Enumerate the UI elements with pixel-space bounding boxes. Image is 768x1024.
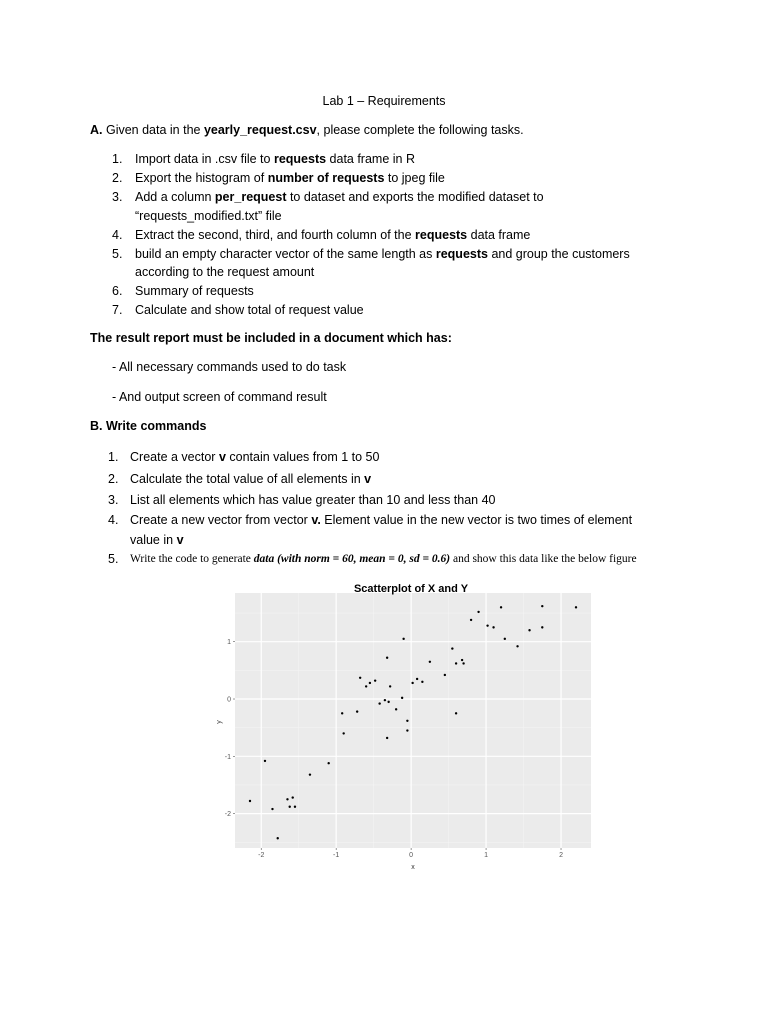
scatter-point xyxy=(461,659,463,661)
scatter-point xyxy=(406,720,408,722)
list-item: Add a column per_request to dataset and exports the modified dataset to xyxy=(135,190,544,204)
list-item-continuation: “requests_modified.txt” file xyxy=(135,209,282,223)
scatter-point xyxy=(374,679,376,681)
scatter-point xyxy=(477,611,479,613)
scatter-point xyxy=(378,702,380,704)
scatter-point xyxy=(504,638,506,640)
scatter-point xyxy=(289,806,291,808)
x-tick-label: -1 xyxy=(333,852,340,859)
list-number: 1. xyxy=(112,152,123,166)
list-item: Export the histogram of number of requests to jpeg file xyxy=(135,171,445,185)
chart-ylabel: y xyxy=(216,720,223,724)
list-number: 2. xyxy=(112,171,123,185)
list-item: Import data in .csv file to requests data frame in R xyxy=(135,152,415,166)
scatter-point xyxy=(395,708,397,710)
scatter-point xyxy=(277,837,279,839)
scatter-point xyxy=(421,681,423,683)
list-number: 6. xyxy=(112,284,123,298)
scatter-point xyxy=(365,685,367,687)
scatter-point xyxy=(429,661,431,663)
scatter-point xyxy=(486,624,488,626)
scatter-point xyxy=(342,732,344,734)
scatter-point xyxy=(541,626,543,628)
scatter-point xyxy=(264,760,266,762)
list-number: 3. xyxy=(112,190,123,204)
list-item: Summary of requests xyxy=(135,284,254,298)
x-tick-label: -2 xyxy=(258,852,265,859)
y-tick-label: -2 xyxy=(224,811,231,819)
list-item: List all elements which has value greater than 10 and less than 40 xyxy=(130,493,496,507)
filename: yearly_request.csv xyxy=(203,123,317,137)
list-item: Write the code to generate data (with norm = 60, mean = 0, sd = 0.6) and show this data like the below figure xyxy=(130,553,637,565)
x-tick-label: 0 xyxy=(409,852,414,859)
scatter-point xyxy=(389,685,391,687)
list-number: 4. xyxy=(112,228,123,242)
scatter-point xyxy=(500,606,502,608)
section-a-intro: A. Given data in the yearly_request.csv, please complete the following tasks. xyxy=(90,123,524,137)
scatter-point xyxy=(401,697,403,699)
x-tick-label: 1 xyxy=(484,852,489,859)
scatter-point xyxy=(369,682,371,684)
list-number: 1. xyxy=(108,450,119,464)
y-tick-label: 0 xyxy=(227,696,231,704)
list-number: 5. xyxy=(108,552,119,566)
section-b-heading: B. Write commands xyxy=(90,419,207,433)
list-item: Create a vector v contain values from 1 to 50 xyxy=(130,450,380,464)
scatter-point xyxy=(528,629,530,631)
scatter-point xyxy=(384,699,386,701)
scatter-point xyxy=(292,796,294,798)
list-item: Calculate the total value of all elements in v xyxy=(130,472,372,486)
y-tick-label: 1 xyxy=(227,639,231,647)
chart-xlabel: x xyxy=(411,864,415,871)
scatter-point xyxy=(406,729,408,731)
list-number: 2. xyxy=(108,472,119,486)
list-number: 3. xyxy=(108,493,119,507)
scatter-point xyxy=(455,712,457,714)
scatter-point xyxy=(356,710,358,712)
list-item: build an empty character vector of the same length as requests and group the customers xyxy=(135,247,630,261)
scatter-point xyxy=(271,808,273,810)
list-item-continuation: according to the request amount xyxy=(135,265,315,279)
page-title: Lab 1 – Requirements xyxy=(322,94,446,108)
scatterplot xyxy=(205,576,605,876)
scatter-point xyxy=(416,678,418,680)
list-item: Calculate and show total of request value xyxy=(135,303,364,317)
scatter-point xyxy=(462,662,464,664)
scatter-point xyxy=(451,647,453,649)
scatter-point xyxy=(341,712,343,714)
scatter-point xyxy=(402,638,404,640)
scatter-point xyxy=(387,701,389,703)
list-item-continuation: value in v xyxy=(130,533,184,547)
chart-title: Scatterplot of X and Y xyxy=(353,583,469,595)
scatter-point xyxy=(386,737,388,739)
y-tick-label: -1 xyxy=(224,753,231,761)
list-number: 4. xyxy=(108,513,119,527)
scatter-point xyxy=(444,674,446,676)
list-number: 5. xyxy=(112,247,123,261)
plot-panel xyxy=(235,593,591,848)
list-item: Extract the second, third, and fourth column of the requests data frame xyxy=(135,228,531,242)
scatter-point xyxy=(470,619,472,621)
list-number: 7. xyxy=(112,303,123,317)
scatter-point xyxy=(286,798,288,800)
section-a-letter: A. xyxy=(90,123,103,137)
report-heading: The result report must be included in a document which has: xyxy=(90,331,452,345)
scatter-point xyxy=(249,800,251,802)
scatter-point xyxy=(575,606,577,608)
list-item: Create a new vector from vector v. Element value in the new vector is two times of element xyxy=(130,513,633,527)
scatter-point xyxy=(359,677,361,679)
scatter-point xyxy=(541,605,543,607)
x-tick-label: 2 xyxy=(559,852,563,859)
scatter-point xyxy=(411,682,413,684)
scatter-point xyxy=(386,657,388,659)
report-bullet: - And output screen of command result xyxy=(112,390,327,404)
scatter-point xyxy=(516,645,518,647)
scatter-point xyxy=(492,626,494,628)
scatter-point xyxy=(309,773,311,775)
scatter-point xyxy=(327,762,329,764)
report-bullet: - All necessary commands used to do task xyxy=(112,360,347,374)
scatter-point xyxy=(455,662,457,664)
scatter-point xyxy=(294,806,296,808)
